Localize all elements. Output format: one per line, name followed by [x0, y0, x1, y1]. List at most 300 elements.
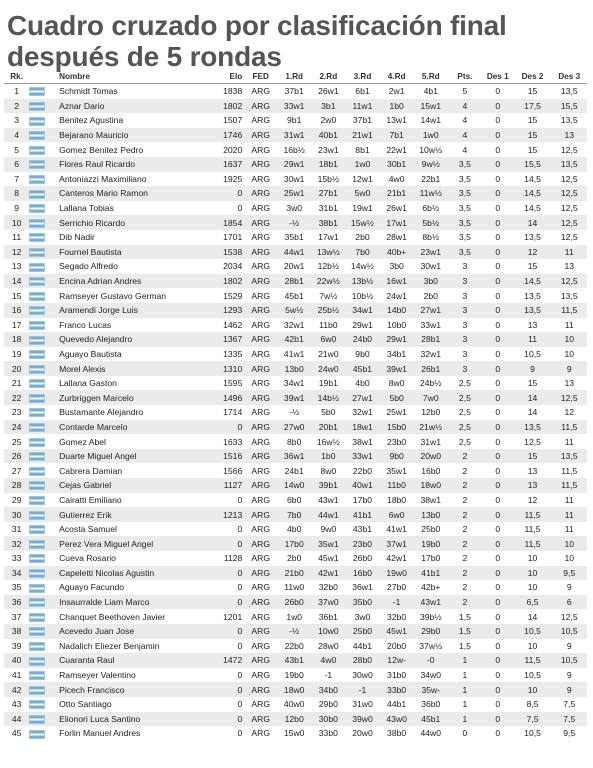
round-4-cell: 45w1 [386, 626, 407, 637]
round-4-cell: 29w1 [386, 334, 407, 345]
points-cell: 2,5 [458, 378, 471, 389]
flag-cell [29, 507, 57, 522]
round-5-cell: 3b0 [423, 276, 438, 287]
tiebreak-3-cell: 11,5 [561, 480, 578, 491]
rank-cell: 31 [11, 524, 22, 535]
round-2-cell: 28w0 [318, 640, 339, 651]
round-3-cell: 30w0 [352, 670, 373, 681]
rank-cell: 8 [14, 188, 20, 199]
table-row [4, 332, 587, 347]
tiebreak-2-cell: 12,5 [524, 436, 541, 447]
round-1-cell: 44w1 [283, 246, 305, 257]
round-3-cell: -1 [358, 684, 367, 695]
round-2-cell: 27b1 [318, 188, 338, 199]
tiebreak-3-cell: 9,5 [563, 567, 576, 578]
fed-cell: ARG [251, 655, 270, 666]
tiebreak-2-cell: 15 [527, 378, 538, 389]
tiebreak-3-cell: 9 [566, 363, 572, 374]
fed-cell: ARG [251, 626, 270, 637]
elo-cell: 0 [237, 582, 243, 593]
tiebreak-3-cell: 13 [564, 261, 575, 272]
tiebreak-1-cell: 0 [495, 232, 501, 243]
rank-cell: 25 [11, 436, 22, 447]
round-4-cell: 16w1 [386, 276, 407, 287]
flag-cell [29, 84, 57, 99]
rank-cell: 17 [11, 319, 22, 330]
round-5-cell: 9w½ [421, 159, 440, 170]
round-4-cell: 33b0 [387, 684, 407, 695]
tiebreak-3-cell: 11 [564, 494, 574, 505]
tiebreak-2-cell: 10 [527, 640, 538, 651]
flag-cell [29, 274, 57, 289]
tiebreak-3-cell: 10,5 [560, 626, 578, 637]
table-row [4, 215, 587, 230]
tiebreak-1-cell: 0 [495, 670, 501, 681]
tiebreak-2-cell: 10,5 [524, 728, 541, 739]
tiebreak-3-cell: 10 [564, 334, 575, 345]
tiebreak-3-cell: 11,5 [561, 305, 578, 316]
player-name-cell: Quevedo Alejandro [59, 334, 133, 345]
argentina-flag-icon [29, 613, 45, 622]
table-row [4, 318, 587, 333]
round-2-cell: 6w0 [320, 334, 337, 345]
rank-cell: 40 [11, 655, 22, 666]
table-row [4, 434, 587, 449]
tiebreak-1-cell: 0 [495, 173, 501, 184]
tiebreak-2-cell: 14 [527, 217, 538, 228]
round-3-cell: 5w0 [354, 188, 371, 199]
round-4-cell: 35w1 [386, 465, 407, 476]
tiebreak-3-cell: 12,5 [560, 611, 578, 622]
rank-cell: 20 [11, 363, 22, 374]
elo-cell: 1637 [223, 159, 243, 170]
argentina-flag-icon [29, 700, 45, 709]
points-cell: 3,5 [458, 159, 471, 170]
round-2-cell: 38b1 [318, 217, 338, 228]
header-fed: FED [252, 72, 269, 81]
argentina-flag-icon [29, 336, 45, 345]
tiebreak-2-cell: 14,5 [524, 203, 541, 214]
fed-cell: ARG [251, 713, 270, 724]
argentina-flag-icon [29, 438, 45, 447]
table-row [4, 201, 587, 216]
points-cell: 1 [462, 655, 468, 666]
tiebreak-3-cell: 7,5 [563, 699, 576, 710]
elo-cell: 0 [237, 699, 243, 710]
round-5-cell: 24b½ [420, 378, 442, 389]
fed-cell: ARG [251, 144, 270, 155]
round-3-cell: 14w½ [351, 261, 374, 272]
page-title: Cuadro cruzado por clasificación final después de 5 rondas [7, 10, 507, 72]
points-cell: 2 [462, 465, 468, 476]
player-name-cell: Lallana Gaston [59, 378, 117, 389]
rank-cell: 7 [14, 173, 20, 184]
argentina-flag-icon [29, 160, 45, 169]
rank-cell: 1 [14, 86, 20, 97]
fed-cell: ARG [251, 232, 270, 243]
player-name-cell: Cejas Gabriel [59, 480, 112, 491]
table-row [4, 463, 587, 478]
tiebreak-1-cell: 0 [495, 378, 501, 389]
elo-cell: 0 [237, 713, 243, 724]
rank-cell: 14 [11, 276, 22, 287]
fed-cell: ARG [251, 553, 270, 564]
round-3-cell: 28b0 [352, 655, 373, 666]
fed-cell: ARG [251, 378, 270, 389]
rank-cell: 44 [11, 713, 22, 724]
rank-cell: 33 [11, 553, 22, 564]
round-2-cell: 15b½ [317, 173, 340, 184]
flag-cell [29, 595, 57, 610]
round-2-cell: 36b1 [318, 611, 338, 622]
round-2-cell: 26w1 [318, 86, 339, 97]
tiebreak-3-cell: 13 [564, 378, 575, 389]
tiebreak-3-cell: 12,5 [560, 144, 578, 155]
tiebreak-3-cell: 11 [564, 246, 574, 257]
rank-cell: 2 [14, 100, 20, 111]
round-4-cell: 15b0 [387, 421, 407, 432]
flag-cell [29, 697, 57, 712]
flag-cell [29, 682, 57, 697]
round-4-cell: 32b0 [387, 611, 407, 622]
elo-cell: 0 [237, 728, 243, 739]
argentina-flag-icon [29, 598, 45, 607]
round-1-cell: 27w0 [283, 421, 305, 432]
tiebreak-1-cell: 0 [495, 305, 501, 316]
player-name-cell: Otto Santiago [59, 699, 112, 710]
tiebreak-1-cell: 0 [495, 509, 501, 520]
fed-cell: ARG [251, 319, 270, 330]
round-4-cell: 41w1 [386, 524, 407, 535]
tiebreak-3-cell: 13,5 [560, 115, 578, 126]
round-1-cell: -½ [289, 626, 300, 637]
round-1-cell: 43b1 [284, 655, 304, 666]
argentina-flag-icon [29, 306, 45, 315]
elo-cell: 1701 [223, 232, 243, 243]
argentina-flag-icon [29, 248, 45, 257]
tiebreak-2-cell: 10 [527, 553, 538, 564]
round-1-cell: 24b1 [284, 465, 304, 476]
player-name-cell: Ramseyer Valentino [59, 670, 136, 681]
tiebreak-2-cell: 10 [527, 582, 538, 593]
round-1-cell: 22b0 [284, 640, 304, 651]
argentina-flag-icon [29, 87, 45, 96]
round-2-cell: 44w1 [318, 509, 339, 520]
flag-cell [29, 566, 57, 581]
elo-cell: 0 [237, 597, 243, 608]
argentina-flag-icon [29, 292, 45, 301]
tiebreak-2-cell: 10 [527, 567, 538, 578]
round-1-cell: 42b1 [284, 334, 304, 345]
round-3-cell: 15w½ [351, 217, 374, 228]
argentina-flag-icon [29, 467, 45, 476]
player-name-cell: Benitez Agustina [59, 115, 124, 126]
player-name-cell: Zurbriggen Marcelo [59, 392, 134, 403]
round-3-cell: 4b0 [355, 378, 370, 389]
points-cell: 1 [462, 699, 468, 710]
round-4-cell: 17w1 [386, 217, 407, 228]
header-round-2: 2.Rd [319, 72, 338, 81]
rank-cell: 30 [11, 509, 22, 520]
round-1-cell: 14w0 [283, 480, 305, 491]
round-3-cell: 18w1 [352, 421, 373, 432]
round-5-cell: 2b0 [423, 290, 438, 301]
tiebreak-2-cell: 15 [527, 144, 538, 155]
round-2-cell: 10w0 [318, 626, 339, 637]
player-name-cell: Fournel Bautista [59, 246, 122, 257]
tiebreak-2-cell: 12 [527, 246, 538, 257]
elo-cell: 1472 [223, 655, 243, 666]
round-3-cell: 20w0 [352, 728, 373, 739]
round-3-cell: 37b1 [352, 115, 373, 126]
table-row [4, 682, 587, 697]
flag-cell [29, 536, 57, 551]
round-3-cell: 23b0 [352, 538, 373, 549]
round-1-cell: 13b0 [284, 363, 304, 374]
points-cell: 1,5 [458, 611, 471, 622]
elo-cell: 1201 [223, 611, 243, 622]
round-5-cell: 35w- [421, 684, 441, 695]
tiebreak-1-cell: 0 [495, 217, 501, 228]
table-row [4, 609, 587, 624]
points-cell: 0 [462, 728, 468, 739]
argentina-flag-icon [29, 584, 45, 593]
player-name-cell: Antoniazzi Maximiliano [59, 173, 147, 184]
argentina-flag-icon [29, 730, 45, 739]
tiebreak-1-cell: 0 [495, 699, 501, 710]
round-2-cell: 13w½ [316, 246, 340, 257]
tiebreak-1-cell: 0 [495, 407, 501, 418]
round-5-cell: 26b1 [421, 363, 441, 374]
round-2-cell: 11b0 [319, 319, 338, 330]
player-name-cell: Bejarano Mauricio [59, 130, 129, 141]
tiebreak-2-cell: 13 [527, 465, 538, 476]
points-cell: 3,5 [458, 203, 471, 214]
round-2-cell: 7w½ [319, 290, 338, 301]
flag-cell [29, 449, 57, 464]
points-cell: 2,5 [458, 436, 471, 447]
player-name-cell: Segado Alfredo [59, 261, 118, 272]
round-5-cell: 32w1 [420, 348, 442, 359]
argentina-flag-icon [29, 481, 45, 490]
round-5-cell: 4b1 [423, 86, 438, 97]
round-1-cell: 12b0 [284, 713, 304, 724]
points-cell: 3 [462, 290, 468, 301]
argentina-flag-icon [29, 131, 45, 140]
round-5-cell: 1w0 [422, 130, 439, 141]
rank-cell: 36 [11, 597, 22, 608]
points-cell: 3 [462, 261, 468, 272]
tiebreak-2-cell: 14,5 [524, 188, 541, 199]
header-elo: Elo [229, 72, 243, 81]
round-4-cell: -1 [392, 597, 401, 608]
points-cell: 2,5 [458, 392, 471, 403]
player-name-cell: Insaurralde Liam Marco [59, 597, 150, 608]
round-4-cell: 4w0 [388, 173, 405, 184]
round-5-cell: 31w1 [420, 436, 442, 447]
player-name-cell: Chanquet Beethoven Javier [59, 611, 166, 622]
player-name-cell: Aramendi Jorge Luis [59, 305, 138, 316]
tiebreak-3-cell: 12,5 [560, 188, 578, 199]
flag-cell [29, 288, 57, 303]
round-2-cell: 21w0 [318, 348, 339, 359]
round-4-cell: 38b0 [387, 728, 407, 739]
points-cell: 2 [462, 509, 468, 520]
elo-cell: 0 [237, 684, 243, 695]
round-5-cell: 16b0 [421, 465, 441, 476]
table-row [4, 420, 587, 435]
round-3-cell: 6b1 [355, 86, 370, 97]
round-2-cell: 19b1 [318, 378, 338, 389]
tiebreak-1-cell: 0 [495, 319, 501, 330]
player-name-cell: Schmidt Tomas [59, 86, 118, 97]
tiebreak-2-cell: 8,5 [526, 699, 539, 710]
round-1-cell: 34w1 [283, 378, 305, 389]
points-cell: 4 [462, 130, 468, 141]
round-1-cell: 16b½ [283, 144, 305, 155]
tiebreak-1-cell: 0 [495, 130, 501, 141]
elo-cell: 0 [237, 421, 243, 432]
player-name-cell: Acosta Samuel [59, 524, 117, 535]
flag-cell [29, 609, 57, 624]
tiebreak-1-cell: 0 [495, 524, 501, 535]
fed-cell: ARG [251, 188, 270, 199]
points-cell: 3 [462, 319, 468, 330]
elo-cell: 1335 [223, 348, 243, 359]
round-1-cell: 2b0 [287, 553, 302, 564]
round-3-cell: 43b1 [352, 524, 373, 535]
round-5-cell: 8b½ [422, 232, 440, 243]
round-2-cell: 24w0 [318, 363, 339, 374]
round-3-cell: 34w1 [352, 305, 373, 316]
round-5-cell: 15w1 [420, 100, 442, 111]
points-cell: 3 [462, 348, 468, 359]
round-1-cell: 33w1 [283, 100, 305, 111]
tiebreak-2-cell: 11,5 [524, 538, 541, 549]
tiebreak-2-cell: 13,5 [524, 421, 541, 432]
tiebreak-3-cell: 12 [564, 407, 575, 418]
rank-cell: 27 [11, 465, 22, 476]
elo-cell: 1802 [223, 100, 243, 111]
round-2-cell: 3b1 [321, 100, 336, 111]
points-cell: 3 [462, 334, 468, 345]
round-2-cell: 1b0 [321, 451, 336, 462]
elo-cell: 0 [237, 626, 243, 637]
round-1-cell: 11w0 [284, 582, 305, 593]
flag-cell [29, 639, 57, 654]
round-5-cell: 28b1 [421, 334, 441, 345]
player-name-cell: Cairatti Emiliano [59, 494, 122, 505]
round-4-cell: 7b1 [389, 130, 404, 141]
round-1-cell: 9b1 [287, 115, 302, 126]
tiebreak-3-cell: 10,5 [560, 655, 578, 666]
elo-cell: 0 [237, 188, 243, 199]
argentina-flag-icon [29, 496, 45, 505]
round-5-cell: 10w½ [419, 144, 443, 155]
fed-cell: ARG [251, 421, 270, 432]
round-5-cell: 5b½ [422, 217, 440, 228]
round-1-cell: 26b0 [284, 597, 304, 608]
table-row [4, 624, 587, 639]
round-4-cell: 12w- [387, 655, 406, 666]
round-5-cell: 7w0 [422, 392, 439, 403]
argentina-flag-icon [29, 117, 45, 126]
header-round-3: 3.Rd [353, 72, 372, 81]
round-4-cell: 3b0 [389, 261, 404, 272]
tiebreak-1-cell: 0 [495, 363, 501, 374]
round-2-cell: 39b1 [318, 480, 338, 491]
flag-cell [29, 128, 57, 143]
round-1-cell: 15w0 [283, 728, 305, 739]
tiebreak-3-cell: 12,5 [560, 217, 578, 228]
tiebreak-1-cell: 0 [495, 684, 501, 695]
fed-cell: ARG [251, 290, 270, 301]
round-4-cell: 5b0 [389, 392, 404, 403]
round-1-cell: 4b0 [287, 524, 302, 535]
round-2-cell: 8w0 [320, 465, 337, 476]
round-4-cell: 28w1 [386, 232, 407, 243]
round-5-cell: 30w1 [420, 261, 442, 272]
tiebreak-2-cell: 14 [527, 611, 538, 622]
round-5-cell: 45b1 [421, 713, 441, 724]
rank-cell: 16 [11, 305, 22, 316]
tiebreak-2-cell: 11,5 [524, 655, 541, 666]
round-5-cell: 23w1 [420, 246, 442, 257]
fed-cell: ARG [251, 115, 270, 126]
rank-cell: 15 [11, 290, 22, 301]
tiebreak-3-cell: 11 [564, 436, 574, 447]
player-name-cell: Nadalich Eliezer Benjamin [59, 640, 160, 651]
round-2-cell: 4w0 [320, 655, 337, 666]
round-2-cell: 14b½ [317, 392, 340, 403]
elo-cell: 1462 [223, 319, 243, 330]
tiebreak-2-cell: 14,5 [524, 276, 541, 287]
flag-cell [29, 420, 57, 435]
flag-cell [29, 186, 57, 201]
flag-cell [29, 113, 57, 128]
tiebreak-2-cell: 9 [530, 363, 535, 374]
fed-cell: ARG [251, 334, 270, 345]
rank-cell: 5 [14, 144, 20, 155]
round-4-cell: 18b0 [387, 494, 407, 505]
rank-cell: 23 [11, 407, 22, 418]
round-3-cell: 39w0 [352, 713, 373, 724]
fed-cell: ARG [251, 509, 270, 520]
table-row [4, 536, 587, 551]
tiebreak-3-cell: 9 [566, 684, 572, 695]
rank-cell: 3 [14, 115, 20, 126]
round-5-cell: 44w0 [420, 728, 442, 739]
rank-cell: 37 [11, 611, 22, 622]
player-name-cell: Flores Raul Ricardo [59, 159, 136, 170]
tiebreak-2-cell: 14 [527, 407, 538, 418]
tiebreak-1-cell: 0 [495, 203, 501, 214]
round-1-cell: 21b0 [284, 567, 304, 578]
elo-cell: 1367 [223, 334, 243, 345]
round-3-cell: 2b0 [355, 232, 370, 243]
table-row [4, 595, 587, 610]
player-name-cell: Encina Adrian Andres [59, 276, 142, 287]
tiebreak-2-cell: 13,5 [524, 305, 541, 316]
round-3-cell: 24b0 [352, 334, 373, 345]
points-cell: 2 [462, 582, 468, 593]
elo-cell: 1127 [223, 480, 243, 491]
argentina-flag-icon [29, 321, 45, 330]
argentina-flag-icon [29, 671, 45, 680]
table-row [4, 288, 587, 303]
tiebreak-3-cell: 6 [566, 597, 572, 608]
player-name-cell: Canteros Mario Ramon [59, 188, 148, 199]
